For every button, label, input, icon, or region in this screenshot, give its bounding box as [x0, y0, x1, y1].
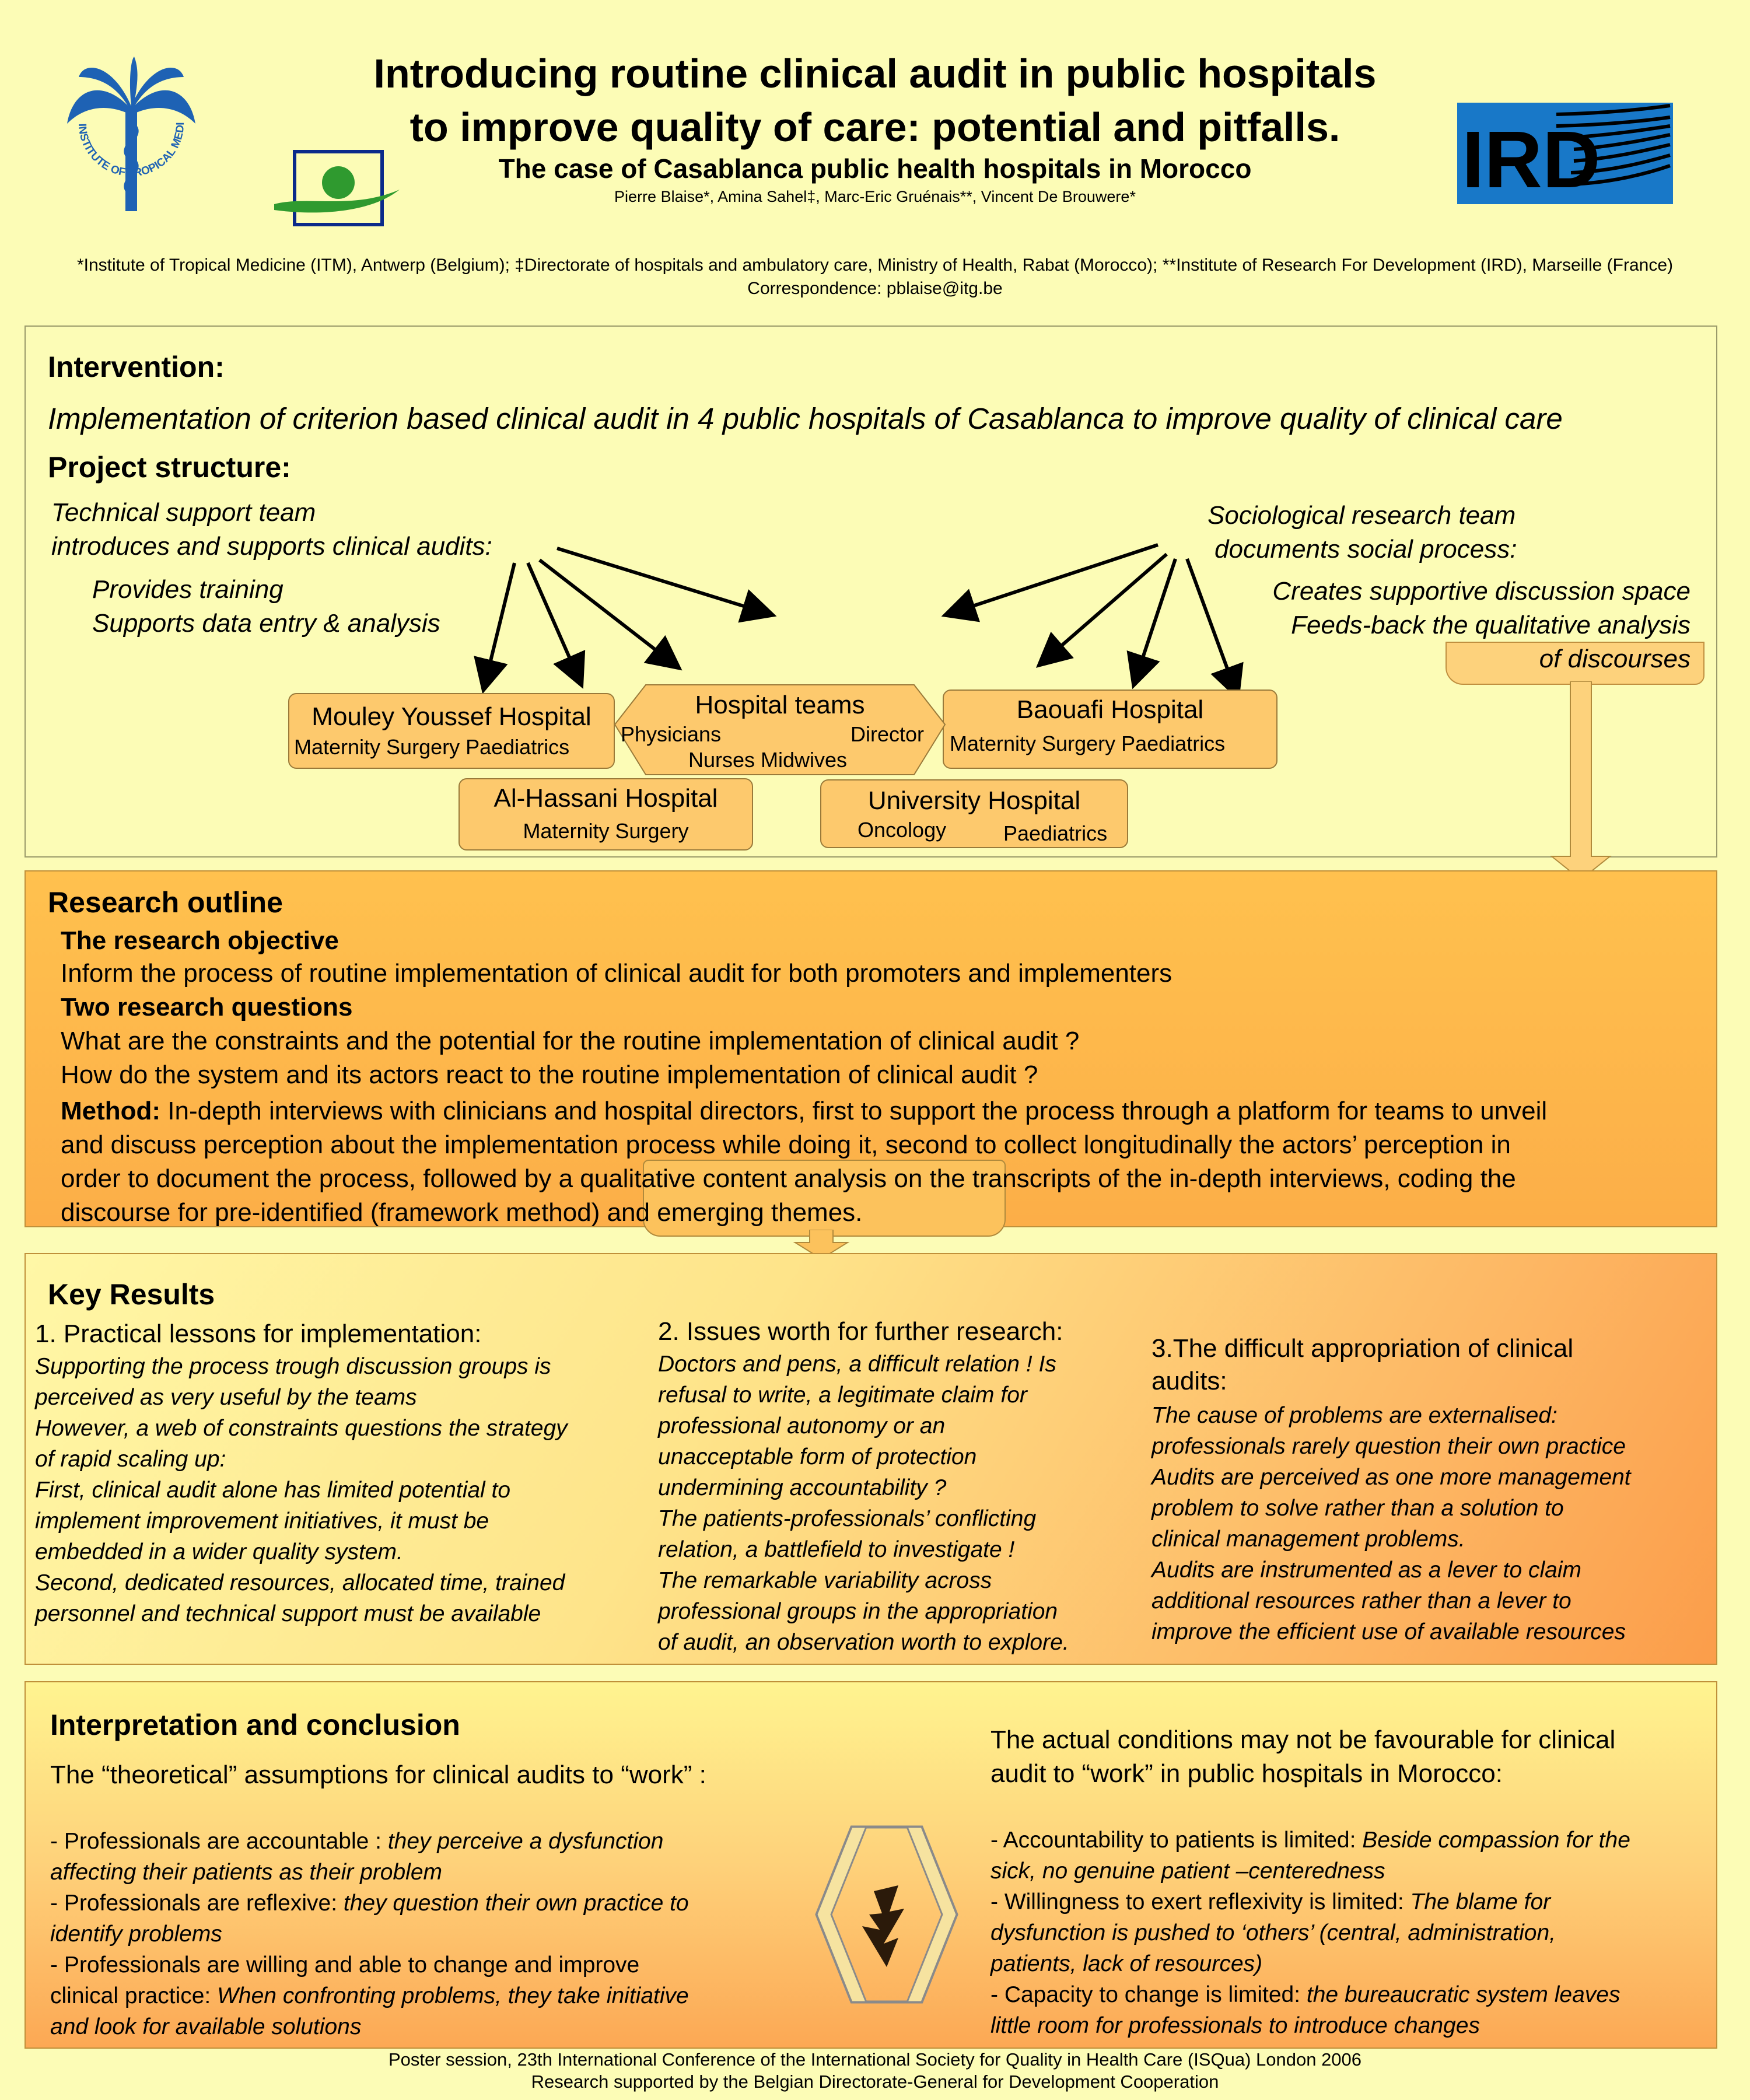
technical-team-label: Technical support team introduces and supports clinical audits: — [51, 498, 492, 561]
svg-text:INSTITUTE OF TROPICAL MEDICINE: INSTITUTE OF TROPICAL MEDI — [75, 122, 187, 180]
authors: Pierre Blaise*, Amina Sahel‡, Marc-Eric Gruénais**, Vincent De Brouwere* — [614, 188, 1136, 205]
intervention-statement: Implementation of criterion based clinical audit in 4 public hospitals of Casablanca to improve quality of clinical care — [48, 402, 1563, 435]
conflict-double-arrow-icon — [811, 1821, 963, 2008]
hospital-name: University Hospital — [867, 786, 1081, 815]
hospital-al-hassani — [459, 778, 753, 850]
svg-text:IRD: IRD — [1462, 115, 1601, 204]
theoretical-assumptions-intro: The “theoretical” assumptions for clinical audits to “work” : — [50, 1760, 706, 1789]
hospital-university — [820, 779, 1128, 848]
hospital-name: Al-Hassani Hospital — [494, 784, 718, 813]
actual-conditions-intro: The actual conditions may not be favourable for clinical audit to “work” in public hospitals in Morocco: — [991, 1726, 1616, 1788]
footer — [0, 2049, 1750, 2093]
column-title: 3.The difficult appropriation of clinical audits: — [1152, 1334, 1574, 1395]
results-column-3: 3.The difficult appropriation of clinical audits: The cause of problems are externalised: professionals rarely question their own practice Audits are perceived as one more management problem to solve rather than a solution to clinical management problems. Audits are instrumented as a lever to claim additional resources rather than a lever to improve the efficient use of available resources — [1152, 1332, 1631, 1647]
theoretical-assumptions-list: - Professionals are accountable : they perceive a dysfunction affecting their patients as their problem - Professionals are reflexive: they question their own practice to identify problems - Professionals are willing and able to change and improve clinical practice: When confronting problems, they take initiative and look for available solutions — [50, 1829, 689, 2039]
title-line-1: Introducing routine clinical audit in public hospitals — [373, 51, 1377, 96]
team-nurses-midwives: Nurses Midwives — [688, 748, 848, 772]
objective-text: Inform the process of routine implementation of clinical audit for both promoters and implementers — [61, 959, 1172, 988]
question-1: What are the constraints and the potential for the routine implementation of clinical audit ? — [61, 1027, 1080, 1055]
hospital-name: Baouafi Hospital — [1016, 695, 1204, 724]
poster-subtitle: The case of Casablanca public health hospitals in Morocco — [498, 153, 1252, 184]
intervention-heading: Intervention: — [48, 351, 225, 383]
objective-heading: The research objective — [61, 926, 339, 955]
affiliation-text: *Institute of Tropical Medicine (ITM), Antwerp (Belgium); ‡Directorate of hospitals and ambulatory care, Ministry of Health, Rabat (Morocco); **Institute of Research For Development (IRD), Marseille (France) — [76, 256, 1674, 275]
sociological-team-roles: Creates supportive discussion space Feeds-back the qualitative analysis of discourses — [1272, 577, 1690, 673]
hospital-units: Maternity Surgery Paediatrics — [294, 735, 570, 759]
results-column-1: 1. Practical lessons for implementation: Supporting the process trough discussion groups is perceived as very useful by the teams However, a web of constraints questions the strategy of rapid scaling up: First, clinical audit alone has limited potential to implement improvement initiatives, it must be embedded in a wider quality system. Second, dedicated resources, allocated time, trained personnel and technical support must be available — [35, 1317, 568, 1629]
questions-heading: Two research questions — [61, 993, 353, 1021]
column-title: 2. Issues worth for further research: — [658, 1317, 1063, 1346]
actual-conditions-list: - Accountability to patients is limited: Beside compassion for the sick, no genuine patient –centeredness - Willingness to exert reflexivity is limited: The blame for dysfunction is pushed to ‘others’ (central, administration, patients, lack of resources) - Capacity to change is limited: the bureaucratic system leaves little room for professionals to introduce changes — [991, 1828, 1630, 2038]
hospital-units: Maternity Surgery Paediatrics — [950, 732, 1226, 755]
conclusion-heading: Interpretation and conclusion — [50, 1709, 460, 1741]
footer-funding: Research supported by the Belgian Directorate-General for Development Cooperation — [531, 2071, 1219, 2092]
method-text: Method: In-depth interviews with clinicians and hospital directors, first to support the process through a platform for teams to unveil and discuss perception about the implementation process while doing it, second to collect longitudinally the actors’ perception in order to document the process, followed by a qualitative content analysis on the transcripts of the in-depth interviews, coding the discourse for pre-identified (framework method) and emerging themes. — [61, 1097, 1548, 1227]
sociological-team-label: Sociological research team documents social process: — [1208, 501, 1517, 564]
team-physicians: Physicians — [621, 722, 722, 746]
correspondence: Correspondence: pblaise@itg.be — [747, 279, 1003, 298]
question-2: How do the system and its actors react to the routine implementation of clinical audit ? — [61, 1060, 1038, 1089]
results-column-2: 2. Issues worth for further research: Doctors and pens, a difficult relation ! Is refusal to write, a legitimate claim for professional autonomy or an unacceptable form of protection undermining accountability ? The patients-professionals’ conflicting relation, a battlefield to investigate ! The remarkable variability across professional groups in the appropriation of audit, an observation worth to explore. — [658, 1315, 1069, 1658]
hospital-units: Maternity Surgery — [523, 819, 689, 843]
footer-conference: Poster session, 23th International Conference of the International Society for Quality in Health Care (ISQua) London 2006 — [388, 2049, 1362, 2070]
hospital-name: Mouley Youssef Hospital — [312, 702, 592, 731]
project-structure-heading: Project structure: — [48, 451, 291, 484]
hospital-mouley-youssef — [288, 693, 615, 769]
hospital-unit-paediatrics: Paediatrics — [1003, 821, 1108, 845]
team-director: Director — [850, 722, 925, 746]
method-label: Method: — [61, 1097, 161, 1125]
results-heading: Key Results — [48, 1278, 215, 1311]
lightning-icon — [862, 1885, 904, 1967]
research-questions — [61, 1024, 1079, 1092]
title-line-2: to improve quality of care: potential and pitfalls. — [410, 104, 1340, 150]
research-heading: Research outline — [48, 886, 283, 919]
column-title: 1. Practical lessons for implementation: — [35, 1320, 482, 1348]
hospital-unit-oncology: Oncology — [858, 818, 947, 842]
hospital-teams-title: Hospital teams — [695, 691, 865, 719]
hospital-baouafi — [943, 690, 1278, 769]
technical-team-roles: Provides training Supports data entry & analysis — [92, 575, 440, 638]
